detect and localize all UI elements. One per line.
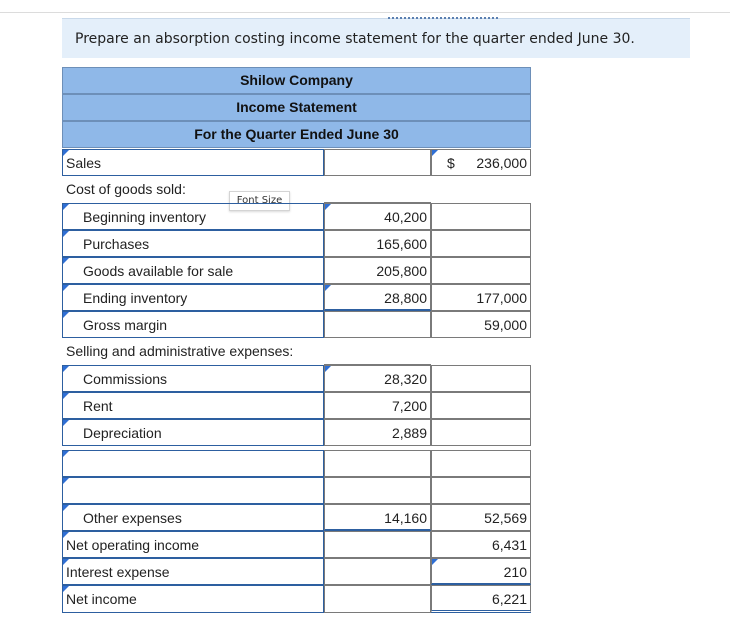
blank-row-2-total-input[interactable] <box>431 477 531 504</box>
input-marker-icon <box>325 285 331 291</box>
input-marker-icon <box>63 420 69 426</box>
cogs-header-label: Cost of goods sold: <box>66 181 186 197</box>
other-expenses-label-cell[interactable] <box>62 504 324 531</box>
input-marker-icon <box>63 505 69 511</box>
depreciation-amount-input[interactable] <box>324 419 431 446</box>
goods-available-total-input[interactable] <box>431 257 531 284</box>
other-expenses-amount-input[interactable] <box>324 504 431 531</box>
net-income-label: Net income <box>66 591 137 607</box>
cogs-header-spacer <box>324 176 431 203</box>
input-marker-icon <box>63 393 69 399</box>
rent-label-cell[interactable] <box>62 392 324 419</box>
rent-label: Rent <box>83 398 113 414</box>
commissions-label: Commissions <box>83 371 168 387</box>
sga-header-label: Selling and administrative expenses: <box>66 343 294 359</box>
ending-inventory-total-input[interactable] <box>431 284 531 311</box>
input-marker-icon <box>63 258 69 264</box>
gross-margin-label-cell[interactable] <box>62 311 324 338</box>
input-marker-icon <box>63 478 69 484</box>
statement-title-header: Income Statement <box>62 94 531 121</box>
purchases-amount: 165,600 <box>376 236 427 252</box>
ending-inventory-amount-input[interactable] <box>324 284 431 311</box>
beginning-inventory-label: Beginning inventory <box>83 209 206 225</box>
beginning-inventory-total-input[interactable] <box>431 203 531 230</box>
net-income-total-input[interactable] <box>431 585 531 613</box>
net-operating-income-total: 6,431 <box>491 537 527 553</box>
net-operating-income-label: Net operating income <box>66 537 200 553</box>
font-size-tooltip: Font Size <box>229 191 290 211</box>
depreciation-label-cell[interactable] <box>62 419 324 446</box>
ending-inventory-total: 177,000 <box>476 290 527 306</box>
input-marker-icon <box>63 586 69 592</box>
other-expenses-total: 52,569 <box>484 510 527 526</box>
interest-expense-amount-input[interactable] <box>324 558 431 585</box>
gross-margin-label: Gross margin <box>83 317 168 333</box>
blank-row-2-label-cell[interactable] <box>62 477 324 504</box>
input-marker-icon <box>325 204 331 210</box>
commissions-amount: 28,320 <box>384 371 427 387</box>
currency-symbol: $ <box>447 155 455 171</box>
beginning-inventory-amount: 40,200 <box>384 209 427 225</box>
sales-label: Sales <box>66 155 102 171</box>
input-marker-icon <box>63 366 69 372</box>
net-income-label-cell[interactable] <box>62 585 324 613</box>
ending-inventory-amount: 28,800 <box>384 290 427 306</box>
blank-row-2-amount-input[interactable] <box>324 477 431 504</box>
input-marker-icon <box>63 231 69 237</box>
rent-amount-input[interactable] <box>324 392 431 419</box>
input-marker-icon <box>63 285 69 291</box>
goods-available-amount-input[interactable] <box>324 257 431 284</box>
input-marker-icon <box>63 204 69 210</box>
goods-available-amount: 205,800 <box>376 263 427 279</box>
depreciation-label: Depreciation <box>83 425 162 441</box>
depreciation-amount: 2,889 <box>391 425 427 441</box>
sales-total: 236,000 <box>476 155 527 171</box>
purchases-amount-input[interactable] <box>324 230 431 257</box>
purchases-label: Purchases <box>83 236 150 252</box>
goods-available-label-cell[interactable] <box>62 257 324 284</box>
input-marker-icon <box>63 451 69 457</box>
blank-row-1-total-input[interactable] <box>431 450 531 477</box>
sales-total-input[interactable] <box>431 149 531 176</box>
other-expenses-amount: 14,160 <box>384 510 427 526</box>
input-marker-icon <box>63 312 69 318</box>
sga-header <box>62 338 324 365</box>
input-marker-icon <box>432 150 438 156</box>
net-operating-income-label-cell[interactable] <box>62 531 324 558</box>
instruction-banner <box>62 18 690 58</box>
ending-inventory-label: Ending inventory <box>83 290 188 306</box>
rent-total-input[interactable] <box>431 392 531 419</box>
input-marker-icon <box>325 366 331 372</box>
sales-label-cell[interactable] <box>62 149 324 176</box>
beginning-inventory-label-cell[interactable] <box>62 203 324 230</box>
net-operating-income-amount-input[interactable] <box>324 531 431 558</box>
period-header: For the Quarter Ended June 30 <box>62 121 531 148</box>
input-marker-icon <box>63 559 69 565</box>
instruction-text: Prepare an absorption costing income statement for the quarter ended June 30. <box>75 31 635 47</box>
dotted-marker <box>388 17 498 19</box>
sales-amount-input[interactable] <box>324 149 431 176</box>
top-divider <box>0 12 730 13</box>
input-marker-icon <box>432 559 438 565</box>
input-marker-icon <box>63 532 69 538</box>
commissions-label-cell[interactable] <box>62 365 324 392</box>
rent-amount: 7,200 <box>391 398 427 414</box>
beginning-inventory-amount-input[interactable] <box>324 203 431 230</box>
interest-expense-total-input[interactable] <box>431 558 531 585</box>
interest-expense-total: 210 <box>503 564 527 580</box>
net-income-total: 6,221 <box>491 591 527 607</box>
interest-expense-label: Interest expense <box>66 564 170 580</box>
commissions-amount-input[interactable] <box>324 365 431 392</box>
blank-row-1-amount-input[interactable] <box>324 450 431 477</box>
net-operating-income-total-input[interactable] <box>431 531 531 558</box>
goods-available-label: Goods available for sale <box>83 263 234 279</box>
other-expenses-label: Other expenses <box>83 510 182 526</box>
ending-inventory-label-cell[interactable] <box>62 284 324 311</box>
gross-margin-amount-input[interactable] <box>324 311 431 338</box>
blank-row-1-label-cell[interactable] <box>62 450 324 477</box>
input-marker-icon <box>63 150 69 156</box>
depreciation-total-input[interactable] <box>431 419 531 446</box>
purchases-total-input[interactable] <box>431 230 531 257</box>
company-name-header: Shilow Company <box>62 67 531 94</box>
gross-margin-total: 59,000 <box>484 317 527 333</box>
interest-expense-label-cell[interactable] <box>62 558 324 585</box>
gross-margin-total-input[interactable] <box>431 311 531 338</box>
other-expenses-total-input[interactable] <box>431 504 531 531</box>
net-income-amount-input[interactable] <box>324 585 431 613</box>
sga-header-spacer <box>324 338 431 365</box>
purchases-label-cell[interactable] <box>62 230 324 257</box>
commissions-total-input[interactable] <box>431 365 531 392</box>
